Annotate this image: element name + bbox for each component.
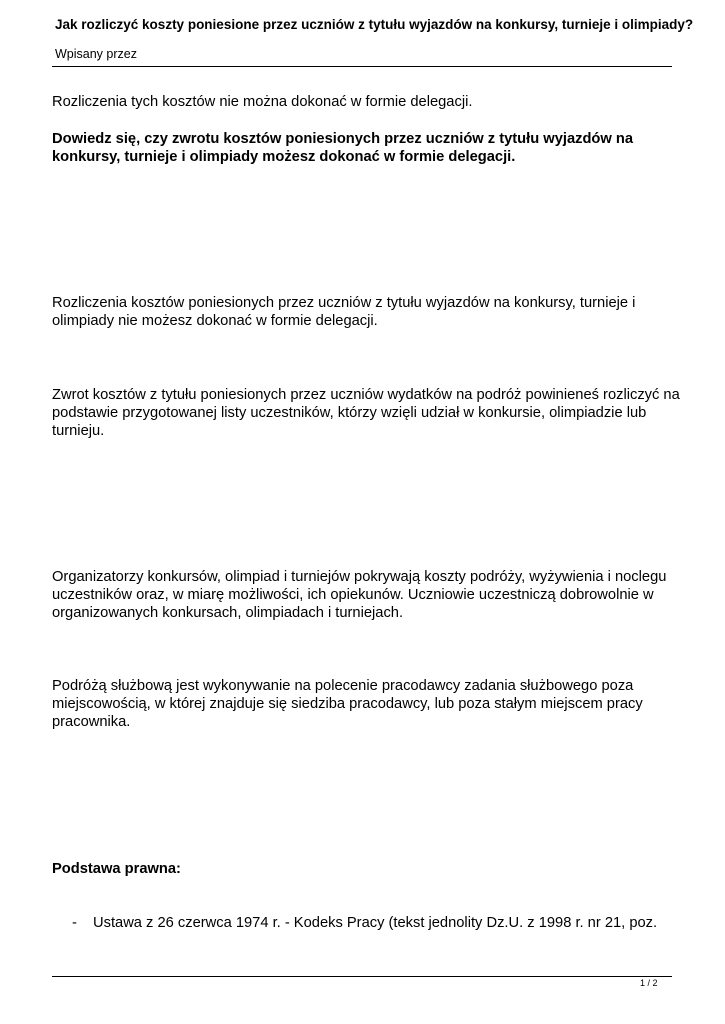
list-bullet: - xyxy=(72,915,77,931)
author-label: Wpisany przez xyxy=(55,47,137,61)
document-title: Jak rozliczyć koszty poniesione przez uczniów z tytułu wyjazdów na konkursy, turnieje i olimpiady? xyxy=(55,17,694,32)
paragraph-2: Zwrot kosztów z tytułu poniesionych przez uczniów wydatków na podróż powinieneś rozliczyć na podstawie przygotowanej listy uczestników, którzy wzięli udział w konkursie, olimpiadzie lub turnieju. xyxy=(52,387,680,439)
question-paragraph: Dowiedz się, czy zwrotu kosztów poniesionych przez uczniów z tytułu wyjazdów na konkursy, turnieje i olimpiady możesz dokonać w formie delegacji. xyxy=(52,131,634,165)
legal-basis-heading: Podstawa prawna: xyxy=(52,861,181,877)
paragraph-1: Rozliczenia kosztów poniesionych przez uczniów z tytułu wyjazdów na konkursy, turnieje i olimpiady nie możesz dokonać w formie delegacji. xyxy=(52,295,636,329)
list-item: Ustawa z 26 czerwca 1974 r. - Kodeks Pracy (tekst jednolity Dz.U. z 1998 r. nr 21, poz. xyxy=(93,915,658,931)
paragraph-4: Podróżą służbową jest wykonywanie na polecenie pracodawcy zadania służbowego poza miejscowością, w której znajduje się siedziba pracodawcy, lub poza stałym miejscem pracy pracownika. xyxy=(52,678,643,730)
header-divider xyxy=(52,66,672,67)
intro-paragraph: Rozliczenia tych kosztów nie można dokonać w formie delegacji. xyxy=(52,94,473,110)
footer-divider xyxy=(52,976,672,977)
page-number: 1 / 2 xyxy=(640,978,658,988)
paragraph-3: Organizatorzy konkursów, olimpiad i turniejów pokrywają koszty podróży, wyżywienia i noclegu uczestników oraz, w miarę możliwości, ich opiekunów. Uczniowie uczestniczą dobrowolnie w organizowanych konkursach, olimpiadach i turniejach. xyxy=(52,569,667,621)
